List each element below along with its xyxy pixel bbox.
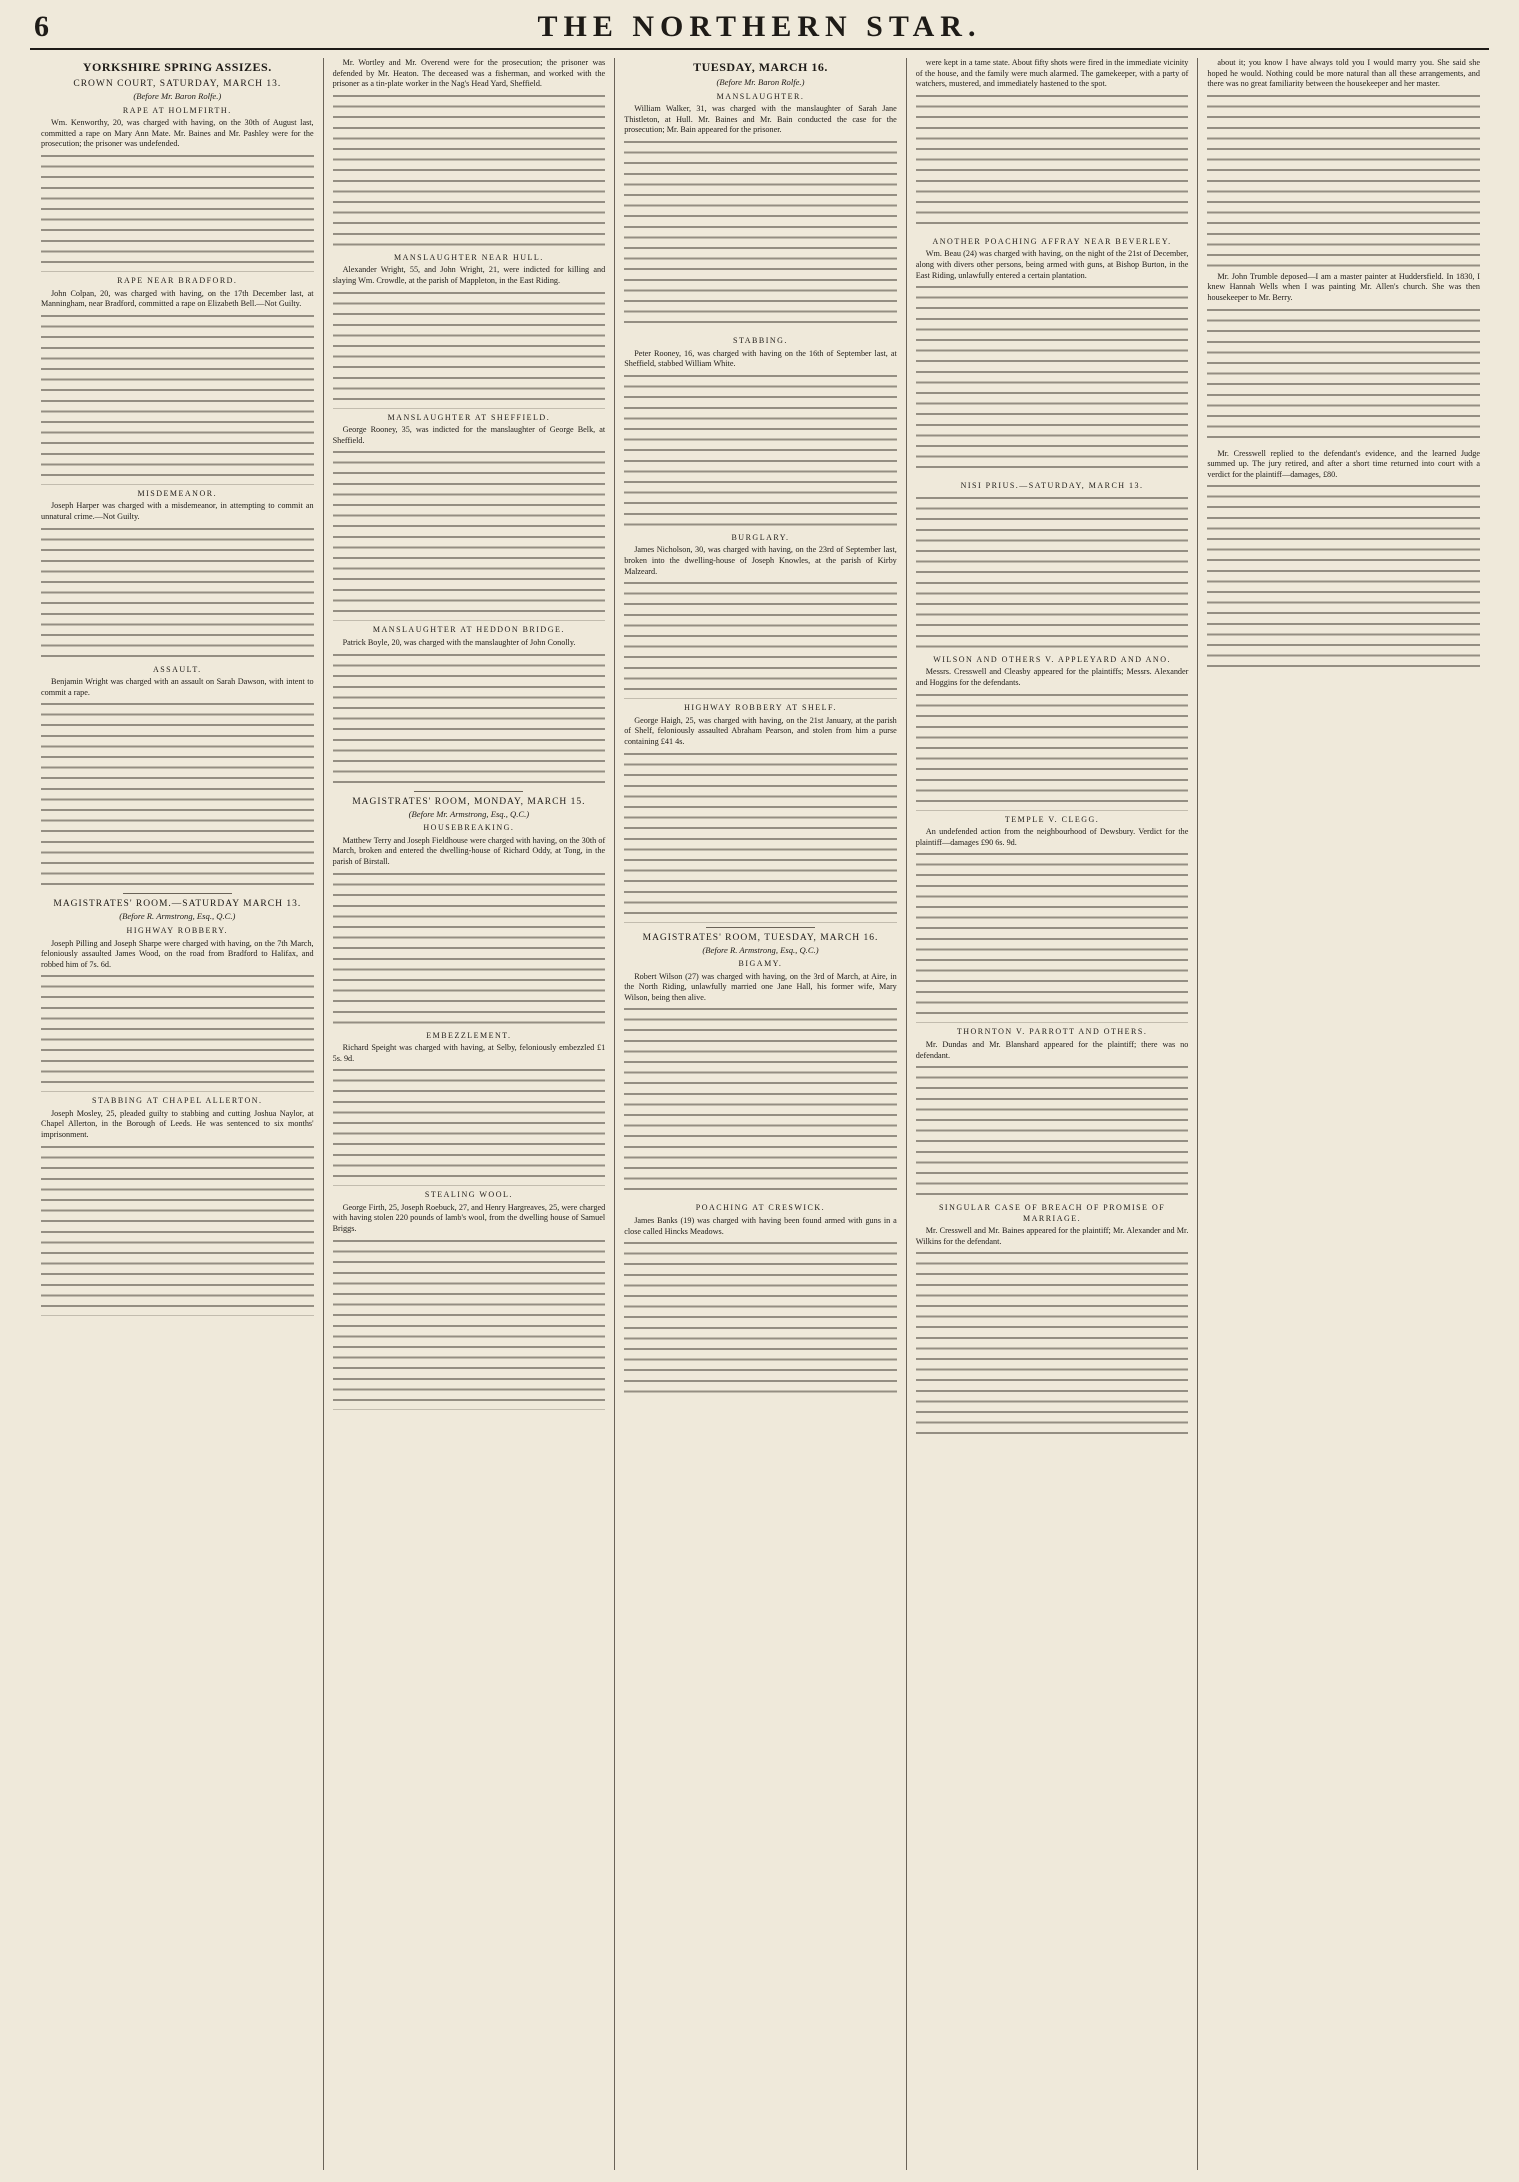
court-heading: CROWN COURT, SATURDAY, MARCH 13. (73, 79, 282, 89)
case-text: Joseph Mosley, 25, pleaded guilty to stabbing and cutting Joshua Naylor, at Chapel Allerton, in the Borough of Leeds. He was sentenced to six months' imprisonment. (41, 1108, 314, 1140)
case-body-text (916, 1063, 1189, 1199)
column-5 (1198, 58, 1489, 2170)
divider (414, 791, 523, 792)
case-text: Richard Speight was charged with having, at Selby, feloniously embezzled £1 5s. 9d. (332, 1043, 606, 1063)
masthead (30, 8, 1489, 50)
case-heading: HOUSEBREAKING. (423, 823, 515, 833)
column-4 (907, 58, 1199, 2170)
case-text: about it; you know I have always told you I would marry you. She said she hoped he would. Nothing could be more natural than all these arrangements, and there was no great familiarity between the housekeeper and her master. (1207, 58, 1480, 89)
column-3 (615, 58, 907, 2170)
case-text: John Colpan, 20, was charged with having, on the 17th December last, at Manningham, near Bradford, committed a rape on Elizabeth Bell.—Not Guilty. (41, 288, 314, 309)
case-text: Wm. Beau (24) was charged with having, on the night of the 21st of December, along with divers other persons, being armed with guns, at Bishop Burton, in the East Riding, unlawfully entered a certain plantation. (915, 249, 1189, 280)
case-body-text (41, 525, 314, 661)
section-heading: TUESDAY, MARCH 16. (693, 60, 828, 74)
case-text: An undefended action from the neighbourhood of Dewsbury. Verdict for the plaintiff—damages £90 6s. 9d. (915, 827, 1189, 847)
case-heading: TEMPLE V. CLEGG. (1004, 814, 1100, 824)
case-heading: SINGULAR CASE OF BREACH OF PROMISE OF MARRIAGE. (938, 1203, 1166, 1223)
section-heading: MAGISTRATES' ROOM.—SATURDAY MARCH 13. (53, 899, 302, 910)
case-text: Robert Wilson (27) was charged with having, on the 3rd of March, at Aire, in the North Riding, unlawfully married one Jane Hall, his former wife, Mary Wilson, being then alive. (624, 971, 897, 1002)
judge-line: (Before R. Armstrong, Esq., Q.C.) (702, 944, 819, 955)
case-text: were kept in a tame state. About fifty shots were fired in the immediate vicinity of the house, and the family were much alarmed. The gamekeeper, with a party of watchers, mustered, and immediately hastened to the spot. (915, 58, 1189, 89)
case-heading: BIGAMY. (738, 959, 783, 969)
case-body-text (916, 283, 1189, 477)
case-body-text (333, 1237, 606, 1410)
case-body-text (916, 691, 1189, 811)
case-body-text (1207, 306, 1480, 447)
case-body-text (41, 312, 314, 485)
section-heading: YORKSHIRE SPRING ASSIZES. (82, 60, 272, 74)
case-heading: HIGHWAY ROBBERY AT SHELF. (684, 703, 837, 713)
case-heading: STABBING. (733, 335, 788, 345)
section-heading: MAGISTRATES' ROOM, TUESDAY, MARCH 16. (642, 932, 879, 943)
case-heading: STEALING WOOL. (424, 1190, 513, 1200)
case-heading: RAPE AT HOLMFIRTH. (122, 105, 232, 115)
case-text: George Haigh, 25, was charged with having, on the 21st January, at the parish of Shelf, feloniously assaulted Abraham Pearson, and stolen from him a purse containing £41 4s. (624, 715, 897, 746)
divider (706, 927, 815, 928)
case-text: George Firth, 25, Joseph Roebuck, 27, and Henry Hargreaves, 25, were charged with having stolen 220 pounds of lamb's wool, from the dwelling house of Samuel Briggs. (332, 1202, 606, 1234)
case-heading: NISI PRIUS.—SATURDAY, MARCH 13. (960, 481, 1144, 491)
case-heading: THORNTON V. PARROTT AND OTHERS. (956, 1027, 1148, 1037)
judge-line: (Before R. Armstrong, Esq., Q.C.) (119, 911, 236, 922)
case-body-text (41, 152, 314, 272)
judge-line: (Before Mr. Armstrong, Esq., Q.C.) (408, 808, 530, 819)
case-text: Mr. Dundas and Mr. Blanshard appeared for the plaintiff; there was no defendant. (915, 1039, 1189, 1060)
case-text: James Banks (19) was charged with having been found armed with guns in a close called Hincks Meadows. (624, 1216, 897, 1236)
judge-line: (Before Mr. Baron Rolfe.) (716, 77, 805, 87)
case-text: Mr. John Trumble deposed—I am a master painter at Huddersfield. In 1830, I knew Hannah Wells when I was painting Mr. Allen's church. She was then housekeeper to Mr. Berry. (1207, 271, 1480, 302)
case-text: Peter Rooney, 16, was charged with having on the 16th of September last, at Sheffield, stabbed William White. (624, 348, 897, 369)
case-body-text (333, 651, 606, 787)
case-body-text (916, 1249, 1189, 1438)
case-body-text (916, 850, 1189, 1023)
case-heading: MISDEMEANOR. (137, 488, 218, 498)
section-heading: MAGISTRATES' ROOM, MONDAY, MARCH 15. (352, 796, 586, 807)
case-text: William Walker, 31, was charged with the manslaughter of Sarah Jane Thistleton, at Hull. Mr. Baines and Mr. Bain conducted the case for the prosecution; Mr. Bain appeared for the prisoner. (624, 104, 897, 135)
case-body-text (624, 579, 897, 699)
case-body-text (624, 1005, 897, 1199)
case-heading: RAPE NEAR BRADFORD. (117, 275, 238, 285)
case-body-text (333, 1066, 606, 1186)
case-body-text (1207, 482, 1480, 676)
case-text: Benjamin Wright was charged with an assault on Sarah Dawson, with intent to commit a rape. (41, 677, 314, 697)
case-heading: HIGHWAY ROBBERY. (126, 925, 229, 935)
case-body-text (916, 92, 1189, 233)
case-body-text (333, 289, 606, 409)
case-text: James Nicholson, 30, was charged with having, on the 23rd of September last, broken into the dwelling-house of Joseph Knowles, at the parish of Kirby Malzeard. (624, 545, 897, 576)
case-heading: MANSLAUGHTER AT SHEFFIELD. (387, 412, 551, 422)
case-text: Matthew Terry and Joseph Fieldhouse were charged with having, on the 30th of March, broken and entered the dwelling-house of Richard Oddy, at Tong, in the parish of Birstall. (332, 835, 606, 866)
case-heading: STABBING AT CHAPEL ALLERTON. (92, 1096, 263, 1106)
case-text: George Rooney, 35, was indicted for the manslaughter of George Belk, at Sheffield. (332, 425, 606, 445)
case-text: Joseph Harper was charged with a misdemeanor, in attempting to commit an unnatural crime.—Not Guilty. (41, 501, 314, 521)
case-heading: POACHING AT CRESWICK. (695, 1203, 826, 1213)
divider (123, 893, 232, 894)
paper-title: THE NORTHERN STAR. (537, 10, 982, 43)
case-body-text (41, 972, 314, 1092)
case-text: Wm. Kenworthy, 20, was charged with having, on the 30th of August last, committed a rape on Mary Ann Mate. Mr. Baines and Mr. Pashley were for the prosecution; the prisoner was undefended. (41, 118, 314, 149)
case-body-text (916, 494, 1189, 651)
case-heading: MANSLAUGHTER NEAR HULL. (393, 252, 544, 262)
case-text: Joseph Pilling and Joseph Sharpe were charged with having, on the 7th March, feloniously assaulted James Wood, on the road from Bradford to Halifax, and robbed him of 7s. 6d. (41, 938, 314, 969)
column-1 (32, 58, 324, 2170)
case-heading: BURGLARY. (731, 532, 790, 542)
case-body-text (624, 1239, 897, 1396)
case-text: Mr. Cresswell and Mr. Baines appeared for the plaintiff; Mr. Alexander and Mr. Wilkins for the defendant. (915, 1226, 1189, 1246)
case-heading: ANOTHER POACHING AFFRAY NEAR BEVERLEY. (932, 236, 1172, 246)
case-text: Alexander Wright, 55, and John Wright, 21, were indicted for killing and slaying Wm. Crowdle, at the parish of Mappleton, in the East Riding. (332, 265, 606, 285)
case-text: Mr. Wortley and Mr. Overend were for the prosecution; the prisoner was defended by Mr. Heaton. The deceased was a fisherman, and worked with the prisoner as a tin-plate worker in the Nag's Head Yard, Sheffield. (332, 58, 606, 89)
case-text: Mr. Cresswell replied to the defendant's evidence, and the learned Judge summed up. The jury retired, and after a short time returned into court with a verdict for the plaintiff—damages, £80. (1207, 448, 1480, 479)
case-body-text (1207, 92, 1480, 270)
case-body-text (333, 448, 606, 621)
page-number: 6 (34, 10, 49, 43)
judge-line: (Before Mr. Baron Rolfe.) (133, 91, 222, 101)
case-text: Patrick Boyle, 20, was charged with the manslaughter of John Conolly. (342, 637, 576, 647)
case-heading: EMBEZZLEMENT. (426, 1030, 512, 1040)
case-body-text (333, 870, 606, 1027)
case-body-text (624, 372, 897, 529)
case-body-text (624, 750, 897, 923)
case-body-text (624, 138, 897, 332)
case-heading: MANSLAUGHTER. (716, 91, 805, 101)
case-text: Messrs. Cresswell and Cleasby appeared for the plaintiffs; Messrs. Alexander and Hoggins for the defendants. (915, 667, 1189, 687)
case-heading: WILSON AND OTHERS V. APPLEYARD AND ANO. (933, 654, 1171, 664)
case-heading: MANSLAUGHTER AT HEDDON BRIDGE. (372, 625, 565, 635)
columns-container (32, 58, 1489, 2170)
case-body-text (41, 1143, 314, 1316)
case-body-text (333, 92, 606, 249)
case-heading: ASSAULT. (152, 664, 202, 674)
column-2 (324, 58, 616, 2170)
case-body-text (41, 700, 314, 889)
